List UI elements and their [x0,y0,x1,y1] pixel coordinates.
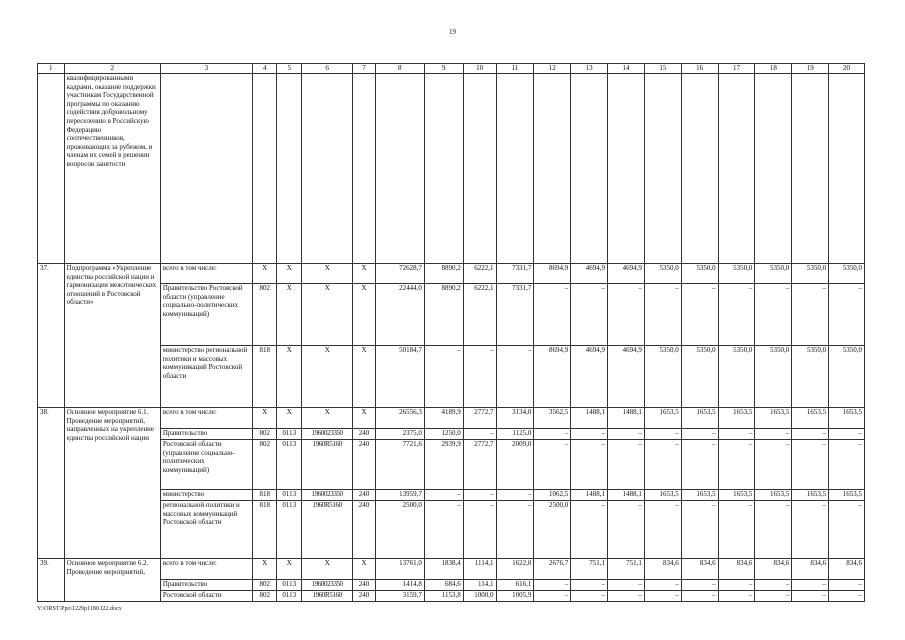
amount-cell: 5350,0 [644,264,681,284]
target-article-code: Х [302,284,353,346]
expense-type-code: 240 [353,490,376,501]
amount-cell: 2375,0 [375,429,424,440]
section-code: Х [277,408,302,429]
amount-cell: – [424,490,463,501]
amount-cell: – [681,591,718,602]
row-number: 37. [38,264,65,408]
amount-cell: – [792,580,829,591]
target-article-code: 1960023350 [302,490,353,501]
amount-cell: – [829,591,865,602]
table-row [38,580,865,591]
ministry-code: 802 [252,284,277,346]
empty-cell [302,74,353,264]
amount-cell: 2500,0 [375,501,424,559]
amount-cell: 5350,0 [755,346,792,408]
amount-cell: – [792,501,829,559]
expense-type-code: Х [353,264,376,284]
amount-cell: 4694,9 [608,346,645,408]
file-path-footer: Y:\ORST\Ppo\1229p1180.f22.docx [37,606,122,612]
amount-cell: 1414,8 [375,580,424,591]
ministry-code: Х [252,408,277,429]
activity-name: квалифицированными кадрами, оказание поддержки участникам Государственной программы по оказанию содействия добровольному переселению в Российскую Федерацию соотечественников, проживающих за рубежом, и членам их семей в решении вопросов занятости [64,74,160,264]
expense-type-code: 240 [353,429,376,440]
column-number: 13 [571,64,608,74]
amount-cell: 50184,7 [375,346,424,408]
ministry-code: 818 [252,490,277,501]
expense-type-code: Х [353,559,376,580]
section-code: 0113 [277,580,302,591]
amount-cell: 1114,1 [463,559,496,580]
ministry-code: 802 [252,440,277,490]
amount-cell: – [718,429,755,440]
amount-cell: – [792,284,829,346]
column-number: 4 [252,64,277,74]
amount-cell: 1488,1 [608,490,645,501]
amount-cell: 8694,9 [534,264,571,284]
amount-cell: 1488,1 [571,490,608,501]
amount-cell: 8890,2 [424,264,463,284]
section-code: Х [277,264,302,284]
amount-cell: – [534,580,571,591]
amount-cell: – [681,284,718,346]
empty-cell [644,74,681,264]
amount-cell: – [829,429,865,440]
amount-cell: 1653,5 [644,490,681,501]
empty-cell [160,74,252,264]
amount-cell: – [463,429,496,440]
empty-cell [571,74,608,264]
empty-cell [681,74,718,264]
amount-cell: 1653,5 [755,408,792,429]
table-row [38,284,865,346]
amount-cell: – [681,440,718,490]
amount-cell: – [681,501,718,559]
ministry-code: Х [252,559,277,580]
amount-cell: – [644,284,681,346]
amount-cell: 5350,0 [718,346,755,408]
amount-cell: 1653,5 [644,408,681,429]
amount-cell: 1838,4 [424,559,463,580]
amount-cell: 6222,1 [463,264,496,284]
activity-name: Подпрограмма «Укрепление единства российской нации и гармонизация межэтнических отношений в Ростовской области» [64,264,160,408]
amount-cell: – [755,580,792,591]
amount-cell: – [829,284,865,346]
column-number: 14 [608,64,645,74]
section-code: 0113 [277,429,302,440]
section-code: 0113 [277,591,302,602]
amount-cell: 1000,0 [463,591,496,602]
amount-cell: 22444,0 [375,284,424,346]
section-code: Х [277,559,302,580]
page-number: 19 [449,28,456,36]
table-row [38,440,865,490]
table-row [38,429,865,440]
empty-cell [534,74,571,264]
amount-cell: 834,6 [792,559,829,580]
empty-cell [277,74,302,264]
empty-cell [608,74,645,264]
ministry-code: 802 [252,429,277,440]
target-article-code: Х [302,346,353,408]
empty-cell [496,74,534,264]
expense-type-code: Х [353,284,376,346]
amount-cell: 5350,0 [681,346,718,408]
amount-cell: – [534,429,571,440]
expense-type-code: Х [353,408,376,429]
column-number: 19 [792,64,829,74]
row-number: 39. [38,559,65,602]
amount-cell: – [829,501,865,559]
amount-cell: 1653,5 [681,490,718,501]
ministry-code: 802 [252,591,277,602]
amount-cell: 5350,0 [829,264,865,284]
amount-cell: 1250,0 [424,429,463,440]
amount-cell: 13761,0 [375,559,424,580]
amount-cell: – [792,429,829,440]
amount-cell: 1622,0 [496,559,534,580]
amount-cell: – [534,440,571,490]
amount-cell: 1005,9 [496,591,534,602]
amount-cell: – [608,440,645,490]
amount-cell: 834,6 [644,559,681,580]
amount-cell: – [829,580,865,591]
executor: всего в том числе: [160,264,252,284]
amount-cell: – [571,501,608,559]
column-number: 10 [463,64,496,74]
amount-cell: 7721,6 [375,440,424,490]
amount-cell: 5350,0 [681,264,718,284]
amount-cell: 5350,0 [718,264,755,284]
table-row [38,74,865,264]
amount-cell: – [463,501,496,559]
amount-cell: – [718,580,755,591]
table-row [38,346,865,408]
empty-cell [718,74,755,264]
target-article-code: 1960023350 [302,580,353,591]
amount-cell: – [571,591,608,602]
empty-cell [353,74,376,264]
amount-cell: 13959,7 [375,490,424,501]
amount-cell: 1653,5 [755,490,792,501]
column-number: 12 [534,64,571,74]
amount-cell: 72628,7 [375,264,424,284]
amount-cell: 8694,9 [534,346,571,408]
amount-cell: – [755,501,792,559]
target-article-code: 1960023350 [302,429,353,440]
section-code: Х [277,284,302,346]
amount-cell: 3562,5 [534,408,571,429]
amount-cell: 834,6 [681,559,718,580]
amount-cell: – [496,346,534,408]
amount-cell: 3134,0 [496,408,534,429]
empty-cell [792,74,829,264]
amount-cell: 4694,9 [608,264,645,284]
row-number [38,74,65,264]
column-number: 3 [160,64,252,74]
amount-cell: – [534,284,571,346]
amount-cell: – [608,429,645,440]
amount-cell: – [644,429,681,440]
column-number: 15 [644,64,681,74]
amount-cell: – [644,591,681,602]
budget-table [37,63,865,602]
ministry-code: 818 [252,346,277,408]
amount-cell: – [644,501,681,559]
empty-cell [463,74,496,264]
amount-cell: 26556,3 [375,408,424,429]
column-number: 9 [424,64,463,74]
amount-cell: – [644,440,681,490]
column-number: 18 [755,64,792,74]
amount-cell: 2939,9 [424,440,463,490]
amount-cell: 684,6 [424,580,463,591]
amount-cell: 1488,1 [608,408,645,429]
amount-cell: 2676,7 [534,559,571,580]
executor: министерство [160,490,252,501]
amount-cell: 2500,0 [534,501,571,559]
amount-cell: – [718,501,755,559]
amount-cell: 5350,0 [755,264,792,284]
executor: региональной политики и массовых коммуникаций Ростовской области [160,501,252,559]
expense-type-code: 240 [353,501,376,559]
amount-cell: 6222,1 [463,284,496,346]
row-number: 38. [38,408,65,559]
amount-cell: – [534,591,571,602]
column-number: 5 [277,64,302,74]
target-article-code: Х [302,264,353,284]
amount-cell: – [755,591,792,602]
expense-type-code: 240 [353,591,376,602]
amount-cell: 2772,7 [463,408,496,429]
amount-cell: – [718,284,755,346]
amount-cell: 2772,7 [463,440,496,490]
target-article-code: Х [302,559,353,580]
column-number: 2 [64,64,160,74]
amount-cell: – [681,429,718,440]
amount-cell: – [463,346,496,408]
amount-cell: 5350,0 [792,346,829,408]
amount-cell: – [608,501,645,559]
amount-cell: 1653,5 [829,408,865,429]
amount-cell: – [829,440,865,490]
amount-cell: 1653,5 [792,490,829,501]
target-article-code: 1960R5160 [302,440,353,490]
amount-cell: 4694,9 [571,264,608,284]
amount-cell: – [571,580,608,591]
empty-cell [755,74,792,264]
ministry-code: 802 [252,580,277,591]
column-number: 7 [353,64,376,74]
amount-cell: 8890,2 [424,284,463,346]
amount-cell: – [755,284,792,346]
empty-cell [829,74,865,264]
column-number: 16 [681,64,718,74]
section-code: 0113 [277,501,302,559]
table-row [38,591,865,602]
amount-cell: 1653,5 [681,408,718,429]
expense-type-code: 240 [353,580,376,591]
amount-cell: – [755,429,792,440]
table-row [38,408,865,429]
amount-cell: – [424,501,463,559]
column-number: 1 [38,64,65,74]
amount-cell: – [463,490,496,501]
target-article-code: 1960R5160 [302,501,353,559]
amount-cell: – [424,346,463,408]
expense-type-code: Х [353,346,376,408]
amount-cell: 114,1 [463,580,496,591]
table-row [38,490,865,501]
amount-cell: – [718,440,755,490]
executor: всего в том числе: [160,408,252,429]
amount-cell: 834,6 [755,559,792,580]
executor: Правительство [160,429,252,440]
amount-cell: 751,1 [608,559,645,580]
amount-cell: – [608,591,645,602]
ministry-code: Х [252,264,277,284]
amount-cell: 7331,7 [496,264,534,284]
amount-cell: – [755,440,792,490]
amount-cell: 3159,7 [375,591,424,602]
amount-cell: 4694,9 [571,346,608,408]
amount-cell: 751,1 [571,559,608,580]
amount-cell: 616,1 [496,580,534,591]
empty-cell [424,74,463,264]
amount-cell: 5350,0 [644,346,681,408]
amount-cell: – [792,440,829,490]
table-row [38,264,865,284]
column-number: 17 [718,64,755,74]
amount-cell: 5350,0 [829,346,865,408]
column-number: 11 [496,64,534,74]
target-article-code: 1960R5160 [302,591,353,602]
amount-cell: 2009,0 [496,440,534,490]
amount-cell: – [681,580,718,591]
amount-cell: – [608,580,645,591]
amount-cell: – [496,490,534,501]
amount-cell: – [608,284,645,346]
column-number: 20 [829,64,865,74]
section-code: 0113 [277,440,302,490]
target-article-code: Х [302,408,353,429]
column-number: 6 [302,64,353,74]
amount-cell: – [496,501,534,559]
amount-cell: – [571,440,608,490]
activity-name: Основное мероприятие 6.1. Проведение мероприятий, направленных на укрепление единства российской нации [64,408,160,559]
section-code: Х [277,346,302,408]
amount-cell: 5350,0 [792,264,829,284]
executor: Правительство [160,580,252,591]
amount-cell: 1653,5 [829,490,865,501]
amount-cell: 4189,9 [424,408,463,429]
amount-cell: 7331,7 [496,284,534,346]
amount-cell: 1653,5 [718,408,755,429]
amount-cell: – [644,580,681,591]
amount-cell: 1153,8 [424,591,463,602]
expense-type-code: 240 [353,440,376,490]
executor: всего в том числе: [160,559,252,580]
amount-cell: – [571,284,608,346]
amount-cell: 1653,5 [792,408,829,429]
executor: Ростовской области [160,591,252,602]
executor: Ростовской области (управление социально-политических коммуникаций) [160,440,252,490]
amount-cell: – [792,591,829,602]
table-row [38,559,865,580]
amount-cell: – [718,591,755,602]
amount-cell: 1062,5 [534,490,571,501]
amount-cell: 1488,1 [571,408,608,429]
activity-name: Основное мероприятие 6.2. Проведение мероприятий, [64,559,160,602]
ministry-code: 818 [252,501,277,559]
executor: министерство региональной политики и массовых коммуникаций Ростовской области [160,346,252,408]
amount-cell: 1125,0 [496,429,534,440]
column-number-row [38,64,865,74]
section-code: 0113 [277,490,302,501]
amount-cell: 834,6 [718,559,755,580]
amount-cell: 1653,5 [718,490,755,501]
amount-cell: 834,6 [829,559,865,580]
executor: Правительство Ростовской области (управление социально-политических коммуникаций) [160,284,252,346]
column-number: 8 [375,64,424,74]
empty-cell [375,74,424,264]
empty-cell [252,74,277,264]
table-row [38,501,865,559]
amount-cell: – [571,429,608,440]
